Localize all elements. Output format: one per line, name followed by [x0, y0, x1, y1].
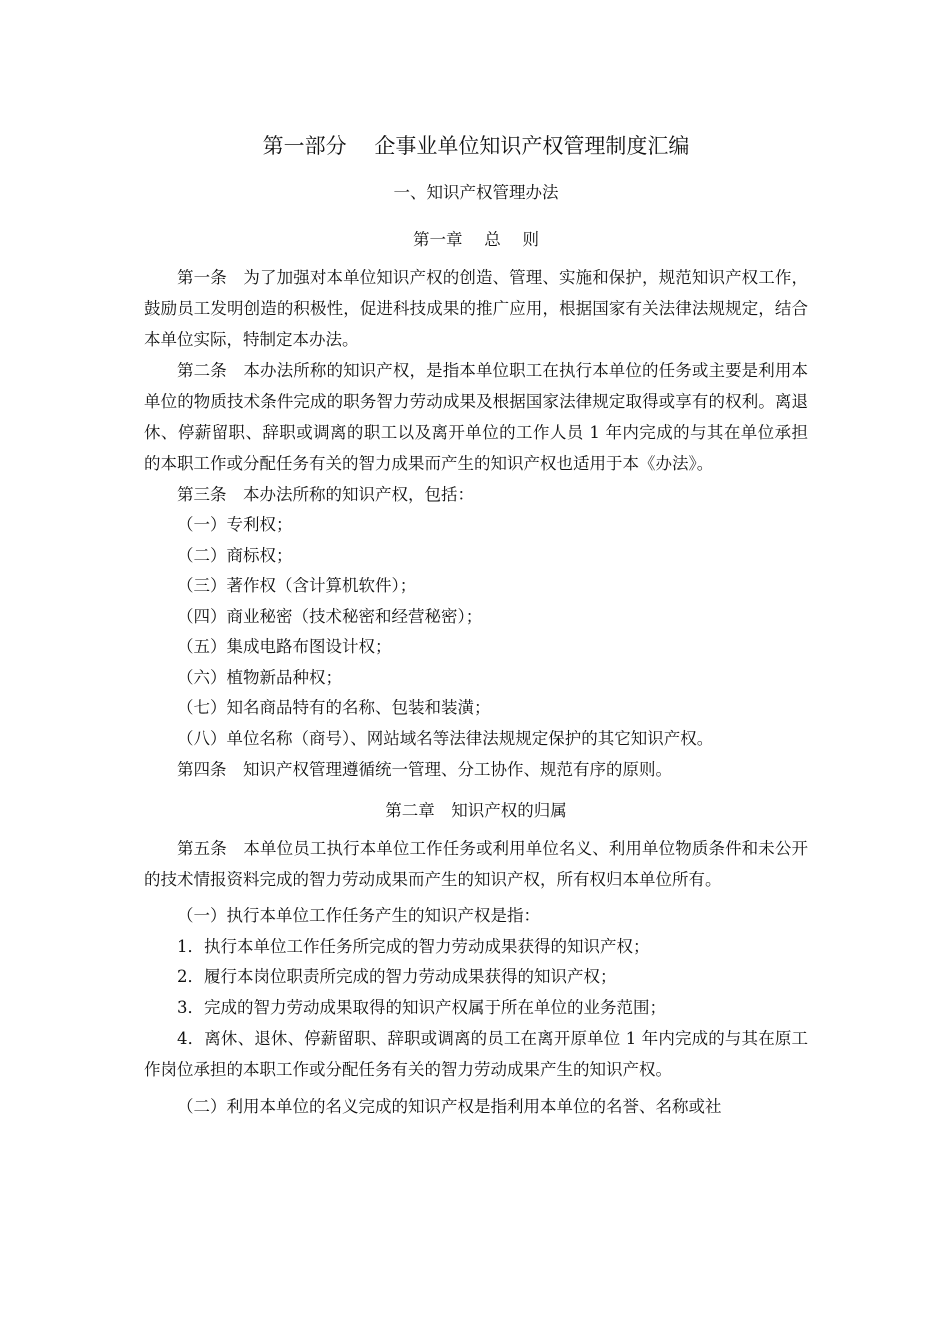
article-5-sub-1-item-1: 1．执行本单位工作任务所完成的智力劳动成果获得的知识产权； [177, 936, 650, 956]
article-2: 第二条 本办法所称的知识产权，是指本单位职工在执行本单位的任务或主要是利用本单位的物质技术条件完成的职务智力劳动成果及根据国家法律规定取得或享有的权利。离退休、停薪留职、辞职或调离的职工以及离开单位的工作人员 1 年内完成的与其在单位承担的本职工作或分配任务有关的智力成果而产生的知识产权也适用于本《办法》。 [144, 361, 808, 473]
article-3: 第三条 本办法所称的知识产权，包括： [177, 485, 474, 504]
article-5-sub-1-item-3: 3．完成的智力劳动成果取得的知识产权属于所在单位的业务范围； [177, 997, 666, 1017]
article-5-sub-1: （一）执行本单位工作任务产生的知识产权是指： [177, 906, 540, 925]
article-3-item-8: （八）单位名称（商号）、网站域名等法律法规规定保护的其它知识产权。 [177, 728, 714, 748]
chapter-2-title: 第二章 知识产权的归属 [385, 801, 567, 820]
article-1: 第一条 为了加强对本单位知识产权的创造、管理、实施和保护，规范知识产权工作，鼓励员工发明创造的积极性，促进科技成果的推广应用，根据国家有关法律法规规定，结合本单位实际，特制定本办法。 [144, 268, 808, 349]
article-3-item-2: （二）商标权； [177, 545, 293, 565]
article-5-sub-2: （二）利用本单位的名义完成的知识产权是指利用本单位的名誉、名称或社 [177, 1097, 722, 1116]
article-3-item-5: （五）集成电路布图设计权； [177, 637, 392, 656]
article-3-item-6: （六）植物新品种权； [177, 667, 342, 687]
article-3-item-3: （三）著作权（含计算机软件）； [177, 576, 417, 595]
article-5: 第五条 本单位员工执行本单位工作任务或利用单位名义、利用单位物质条件和未公开的技术情报资料完成的智力劳动成果而产生的知识产权，所有权归本单位所有。 [144, 839, 808, 889]
document-body [144, 124, 808, 1122]
article-3-item-1: （一）专利权； [177, 515, 293, 534]
article-4: 第四条 知识产权管理遵循统一管理、分工协作、规范有序的原则。 [177, 760, 672, 779]
article-5-sub-1-item-2: 2．履行本岗位职责所完成的智力劳动成果获得的知识产权； [177, 967, 617, 986]
article-3-item-7: （七）知名商品特有的名称、包装和装潢； [177, 698, 491, 717]
chapter-1-title: 第一章 总 则 [413, 230, 539, 249]
section-title: 一、知识产权管理办法 [393, 183, 559, 202]
part-title: 第一部分 企事业单位知识产权管理制度汇编 [262, 134, 690, 158]
article-5-sub-1-item-4: 4．离休、退休、停薪留职、辞职或调离的员工在离开原单位 1 年内完成的与其在原工作岗位承担的本职工作或分配任务有关的智力劳动成果产生的知识产权。 [144, 1029, 808, 1079]
article-3-item-4: （四）商业秘密（技术秘密和经营秘密）； [177, 606, 483, 626]
